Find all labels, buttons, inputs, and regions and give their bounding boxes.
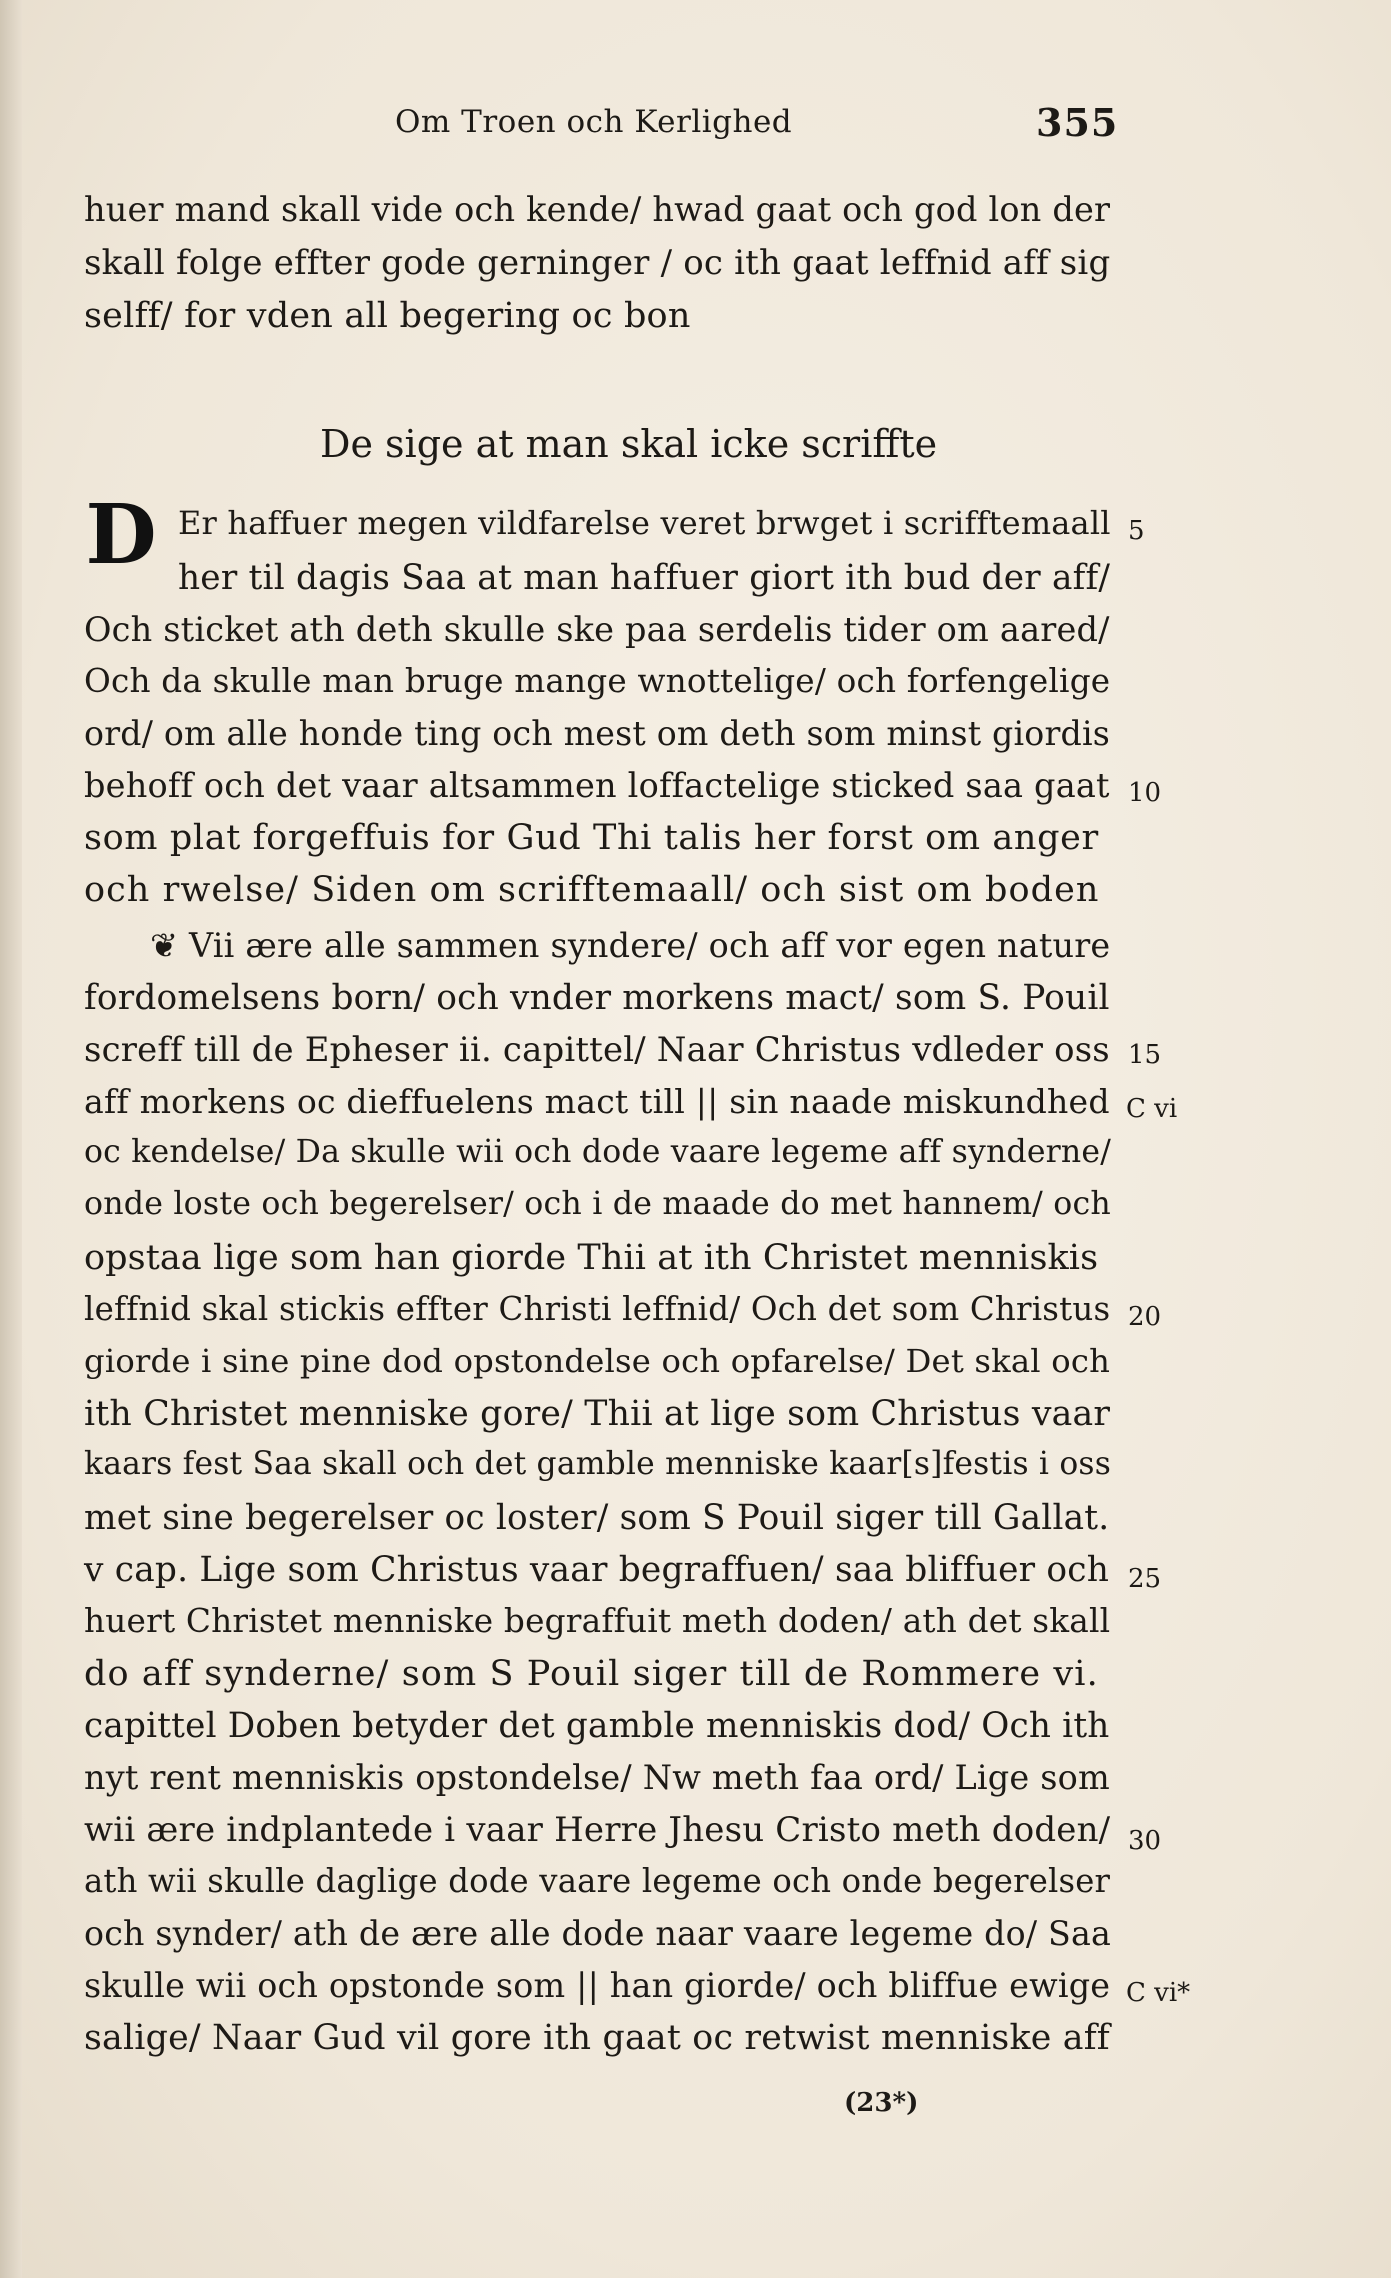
text-line: her til dagis Saa at man haffuer giort ith bud der aff/ bbox=[178, 558, 1111, 598]
text-line: och rwelse/ Siden om scrifftemaall/ och sist om boden bbox=[84, 870, 1100, 910]
text-line: fordomelsens born/ och vnder morkens mact/ som S. Pouil bbox=[84, 978, 1110, 1018]
text-line: ord/ om alle honde ting och mest om deth som minst giordis bbox=[84, 714, 1111, 753]
text-line: oc kendelse/ Da skulle wii och dode vaare legeme aff synderne/ bbox=[84, 1134, 1112, 1170]
text-line: och synder/ ath de ære alle dode naar vaare legeme do/ Saa bbox=[84, 1914, 1112, 1953]
line-number: 10 bbox=[1128, 778, 1162, 808]
text-line: skulle wii och opstonde som || han giorde/ och bliffue ewige bbox=[84, 1966, 1111, 2005]
line-number: 25 bbox=[1128, 1564, 1162, 1594]
text-line: leffnid skal stickis effter Christi leffnid/ Och det som Christus bbox=[84, 1290, 1111, 1328]
text-line: aff morkens oc dieffuelens mact till || sin naade miskundhed bbox=[84, 1082, 1110, 1121]
printer-signature: (23*) bbox=[844, 2088, 919, 2118]
line-number: 15 bbox=[1128, 1040, 1162, 1070]
text-line: Och sticket ath deth skulle ske paa serdelis tider om aared/ bbox=[84, 610, 1110, 649]
text-line: met sine begerelser oc loster/ som S Pouil siger till Gallat. bbox=[84, 1498, 1110, 1538]
page-number: 355 bbox=[1036, 100, 1119, 145]
text-line: Och da skulle man bruge mange wnottelige/ och forfengelige bbox=[84, 662, 1111, 700]
text-line: screff till de Epheser ii. capittel/ Naar Christus vdleder oss bbox=[84, 1030, 1110, 1069]
folio-margin-mark: C vi* bbox=[1126, 1978, 1191, 2008]
page-spine-shadow bbox=[0, 0, 22, 2278]
line-number: 20 bbox=[1128, 1302, 1162, 1332]
text-line: v cap. Lige som Christus vaar begraffuen/ saa bliffuer och bbox=[84, 1550, 1110, 1590]
drop-cap-initial: D bbox=[85, 487, 157, 583]
text-line: nyt rent menniskis opstondelse/ Nw meth faa ord/ Lige som bbox=[84, 1758, 1110, 1797]
text-line: capittel Doben betyder det gamble menniskis dod/ Och ith bbox=[84, 1706, 1110, 1746]
text-line: kaars fest Saa skall och det gamble menniske kaar[s]festis i oss bbox=[84, 1446, 1111, 1482]
running-head: Om Troen och Kerlighed bbox=[395, 104, 793, 140]
text-line: huer mand skall vide och kende/ hwad gaat och god lon der bbox=[84, 190, 1111, 229]
line-number: 30 bbox=[1128, 1826, 1162, 1856]
text-line: onde loste och begerelser/ och i de maade do met hannem/ och bbox=[84, 1186, 1111, 1222]
text-line: opstaa lige som han giorde Thii at ith Christet menniskis bbox=[84, 1238, 1099, 1278]
text-line: som plat forgeffuis for Gud Thi talis her forst om anger bbox=[84, 818, 1099, 858]
folio-margin-mark: C vi bbox=[1126, 1094, 1178, 1124]
text-line: Er haffuer megen vildfarelse veret brwget i scrifftemaall bbox=[178, 504, 1111, 542]
text-line: do aff synderne/ som S Pouil siger till de Rommere vi. bbox=[84, 1654, 1099, 1694]
section-heading: De sige at man skal icke scriffte bbox=[320, 422, 938, 466]
text-line: salige/ Naar Gud vil gore ith gaat oc retwist menniske aff bbox=[84, 2018, 1110, 2058]
line-number: 5 bbox=[1128, 516, 1145, 546]
text-line: behoff och det vaar altsammen loffactelige sticked saa gaat bbox=[84, 766, 1110, 805]
text-line: giorde i sine pine dod opstondelse och opfarelse/ Det skal och bbox=[84, 1342, 1111, 1380]
text-line: ith Christet menniske gore/ Thii at lige som Christus vaar bbox=[84, 1394, 1111, 1434]
text-line: selff/ for vden all begering oc bon bbox=[84, 296, 691, 336]
text-line: wii ære indplantede i vaar Herre Jhesu Cristo meth doden/ bbox=[84, 1810, 1111, 1850]
text-line: ❦ Vii ære alle sammen syndere/ och aff vor egen nature bbox=[150, 926, 1111, 965]
text-line: ath wii skulle daglige dode vaare legeme och onde begerelser bbox=[84, 1862, 1111, 1900]
text-line: skall folge effter gode gerninger / oc ith gaat leffnid aff sig bbox=[84, 243, 1111, 283]
text-line: huert Christet menniske begraffuit meth doden/ ath det skall bbox=[84, 1602, 1111, 1640]
